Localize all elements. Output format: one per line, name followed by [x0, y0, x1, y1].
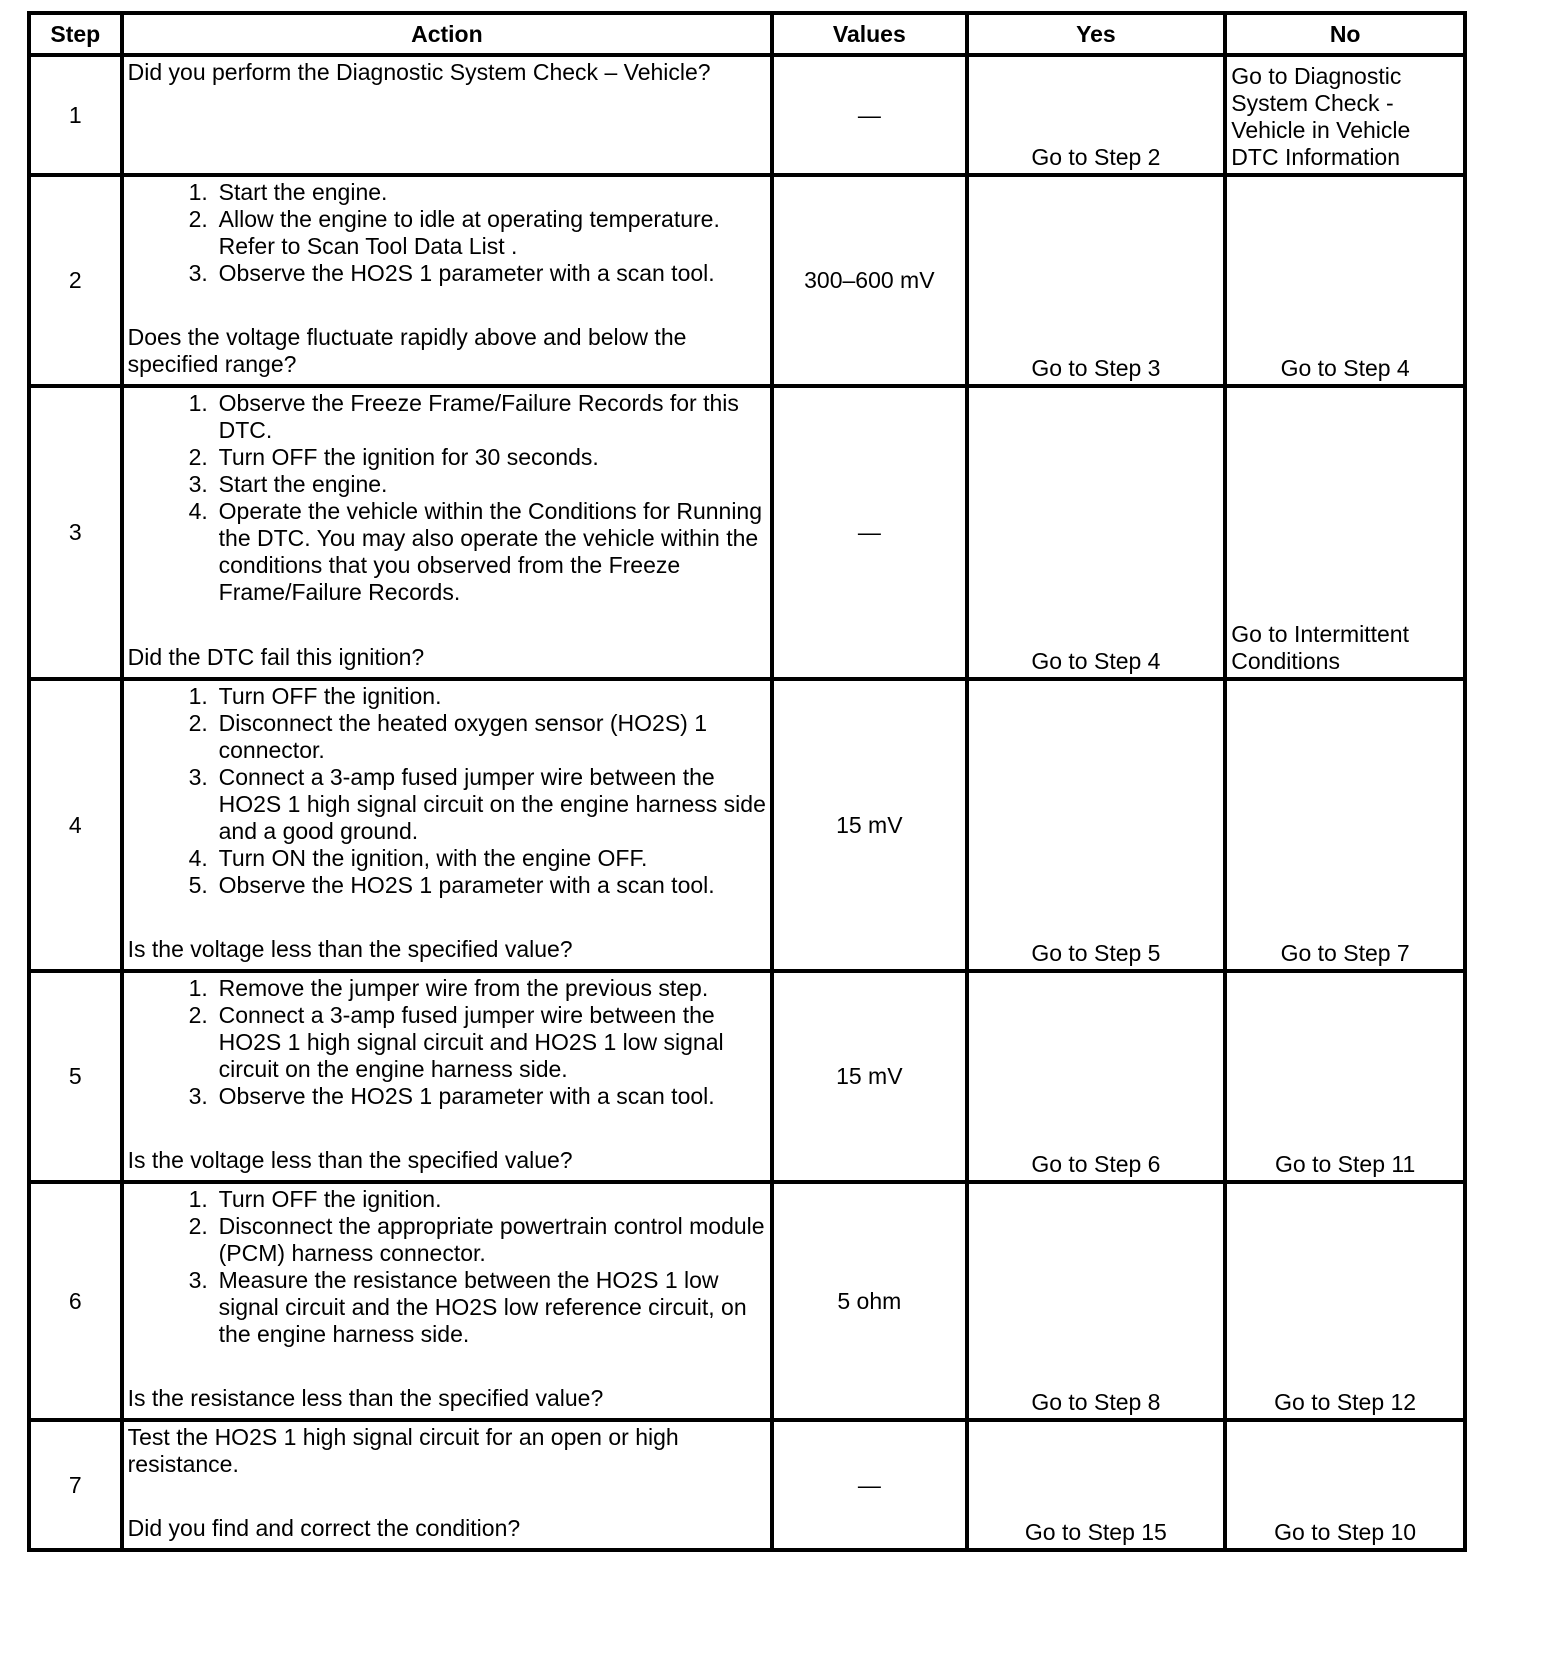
table-row-step-1: [29, 55, 1465, 175]
list-item: 2. Turn OFF the ignition for 30 seconds.: [188, 444, 599, 470]
no-link[interactable]: Go to Intermittent Conditions: [1225, 386, 1465, 679]
yes-link[interactable]: Go to Step 8: [967, 1182, 1226, 1420]
list-item: 3. Observe the HO2S 1 parameter with a scan tool.: [188, 1083, 715, 1109]
list-item: 1. Turn OFF the ignition.: [188, 683, 442, 709]
value-cell: —: [772, 55, 966, 175]
no-link[interactable]: Go to Step 4: [1225, 175, 1465, 386]
value-cell: 15 mV: [772, 679, 966, 971]
list-item: 5. Observe the HO2S 1 parameter with a scan tool.: [188, 872, 715, 898]
value-cell: 15 mV: [772, 971, 966, 1182]
value-cell: —: [772, 386, 966, 679]
value-cell: 5 ohm: [772, 1182, 966, 1420]
yes-link[interactable]: Go to Step 2: [967, 55, 1226, 175]
yes-link[interactable]: Go to Step 15: [967, 1420, 1226, 1550]
substep-list: [128, 390, 767, 606]
diagnostic-table-container: [27, 11, 1467, 1552]
header-no: No: [1225, 13, 1465, 55]
header-action: Action: [122, 13, 773, 55]
action-cell: [122, 175, 773, 386]
table-row-step-6: [29, 1182, 1465, 1420]
action-cell: [122, 1182, 773, 1420]
list-item: 1. Turn OFF the ignition.: [188, 1186, 442, 1212]
list-item: 2. Disconnect the heated oxygen sensor (HO2S) 1 connector.: [188, 710, 708, 763]
no-link[interactable]: Go to Step 12: [1225, 1182, 1465, 1420]
yes-link[interactable]: Go to Step 4: [967, 386, 1226, 679]
list-item: 2. Connect a 3-amp fused jumper wire between the HO2S 1 high signal circuit and HO2S 1 low signal circuit on the engine harness side.: [188, 1002, 724, 1082]
table-row-step-4: [29, 679, 1465, 971]
action-intro: Did you perform the Diagnostic System Check – Vehicle?: [127, 59, 711, 85]
list-item: 3. Connect a 3-amp fused jumper wire between the HO2S 1 high signal circuit on the engine harness side and a good ground.: [188, 764, 766, 844]
list-item: 3. Start the engine.: [188, 471, 388, 497]
value-cell: 300–600 mV: [772, 175, 966, 386]
step-number: 4: [29, 679, 122, 971]
list-item: 1. Start the engine.: [188, 179, 388, 205]
no-link[interactable]: Go to Step 10: [1225, 1420, 1465, 1550]
list-item: 3. Observe the HO2S 1 parameter with a scan tool.: [188, 260, 715, 286]
yes-link[interactable]: Go to Step 3: [967, 175, 1226, 386]
list-item: 2. Allow the engine to idle at operating temperature. Refer to Scan Tool Data List .: [188, 206, 720, 259]
step-number: 2: [29, 175, 122, 386]
step-number: 7: [29, 1420, 122, 1550]
header-step: Step: [29, 13, 122, 55]
table-row-step-7: [29, 1420, 1465, 1550]
value-cell: —: [772, 1420, 966, 1550]
table-row-step-3: [29, 386, 1465, 679]
header-yes: Yes: [967, 13, 1226, 55]
yes-link[interactable]: Go to Step 6: [967, 971, 1226, 1182]
no-link[interactable]: Go to Step 7: [1225, 679, 1465, 971]
substep-list: [128, 683, 767, 899]
step-number: 5: [29, 971, 122, 1182]
list-item: 4. Turn ON the ignition, with the engine OFF.: [188, 845, 648, 871]
yes-link[interactable]: Go to Step 5: [967, 679, 1226, 971]
list-item: 2. Disconnect the appropriate powertrain control module (PCM) harness connector.: [188, 1213, 765, 1266]
action-intro: Test the HO2S 1 high signal circuit for an open or high resistance.: [127, 1424, 679, 1477]
diagnostic-table: [27, 11, 1467, 1552]
action-cell: [122, 386, 773, 679]
header-values: Values: [772, 13, 966, 55]
action-cell: [122, 55, 773, 175]
action-question: Does the voltage fluctuate rapidly above and below the specified range?: [127, 324, 687, 377]
substep-list: [128, 179, 767, 287]
action-cell: [122, 1420, 773, 1550]
step-number: 1: [29, 55, 122, 175]
action-question: Did the DTC fail this ignition?: [127, 644, 425, 670]
no-link[interactable]: Go to Step 11: [1225, 971, 1465, 1182]
action-question: Did you find and correct the condition?: [127, 1515, 521, 1541]
step-number: 6: [29, 1182, 122, 1420]
list-item: 3. Measure the resistance between the HO2S 1 low signal circuit and the HO2S low reference circuit, on the engine harness side.: [188, 1267, 747, 1347]
no-link[interactable]: Go to Diagnostic System Check - Vehicle in Vehicle DTC Information: [1225, 55, 1465, 175]
action-question: Is the resistance less than the specified value?: [127, 1385, 604, 1411]
step-number: 3: [29, 386, 122, 679]
header-row: [29, 13, 1465, 55]
list-item: 4. Operate the vehicle within the Conditions for Running the DTC. You may also operate the vehicle within the conditions that you observed from the Freeze Frame/Failure Records.: [188, 498, 763, 605]
list-item: 1. Observe the Freeze Frame/Failure Records for this DTC.: [188, 390, 739, 443]
action-cell: [122, 971, 773, 1182]
table-row-step-5: [29, 971, 1465, 1182]
substep-list: [128, 975, 767, 1110]
action-cell: [122, 679, 773, 971]
action-question: Is the voltage less than the specified value?: [127, 936, 573, 962]
substep-list: [128, 1186, 767, 1348]
action-question: Is the voltage less than the specified value?: [127, 1147, 573, 1173]
list-item: 1. Remove the jumper wire from the previous step.: [188, 975, 709, 1001]
table-row-step-2: [29, 175, 1465, 386]
